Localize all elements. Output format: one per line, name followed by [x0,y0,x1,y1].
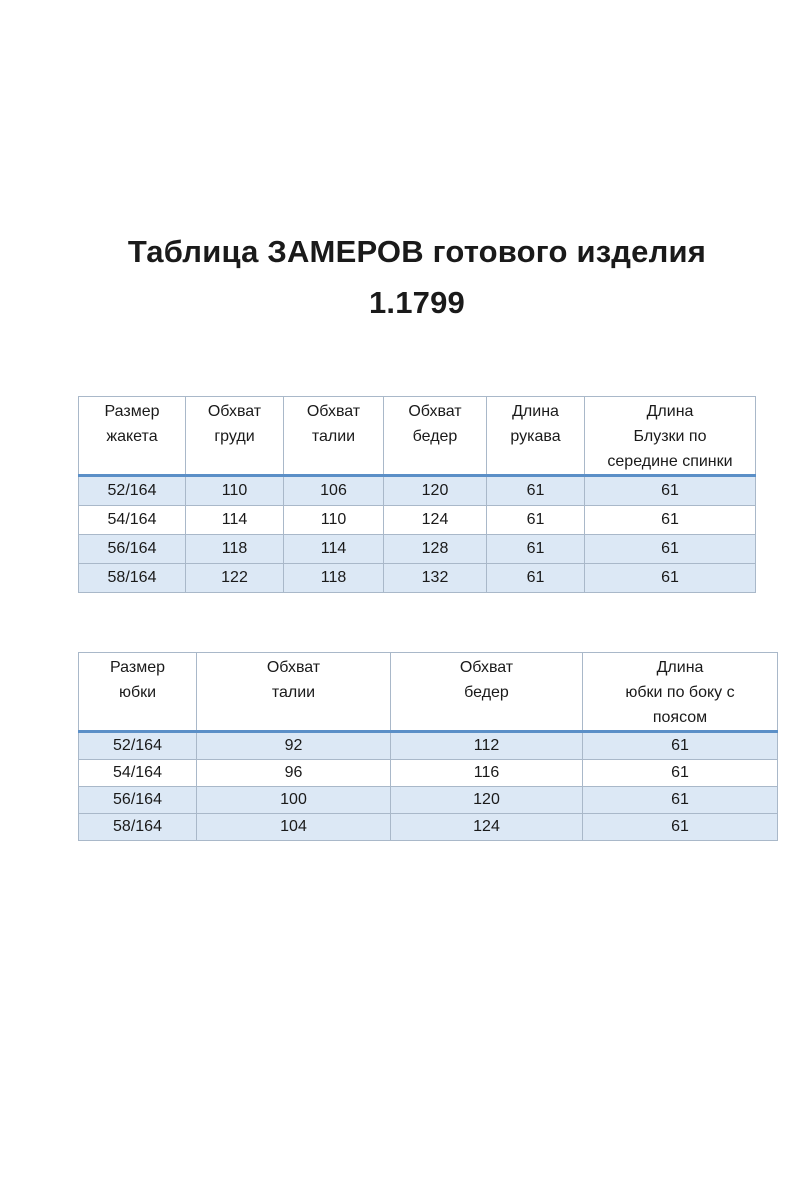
table-cell: 52/164 [79,476,186,506]
page-title: Таблица ЗАМЕРОВ готового изделия [127,234,707,269]
table-cell: 54/164 [79,760,197,787]
column-header-size: Размер жакета [79,397,186,476]
table-cell: 58/164 [79,564,186,593]
table-cell: 61 [583,760,778,787]
table-cell: 61 [583,732,778,760]
column-header-size: Размер юбки [79,653,197,732]
table-cell: 116 [391,760,583,787]
table-cell: 56/164 [79,535,186,564]
table-cell: 122 [186,564,284,593]
table-cell: 100 [197,787,391,814]
jacket-measurements-table [78,396,756,593]
table-cell: 54/164 [79,506,186,535]
table-cell: 120 [391,787,583,814]
column-header-blouse-length: Длина Блузки по середине спинки [585,397,756,476]
table-row [79,564,756,593]
table-row [79,535,756,564]
table-row [79,787,778,814]
column-header-sleeve-length: Длина рукава [487,397,585,476]
table-cell: 61 [583,814,778,841]
table-cell: 104 [197,814,391,841]
column-header-hips: Обхват бедер [384,397,487,476]
table-cell: 112 [391,732,583,760]
table-cell: 110 [284,506,384,535]
table-cell: 110 [186,476,284,506]
table-cell: 114 [284,535,384,564]
table-cell: 118 [284,564,384,593]
table-cell: 124 [391,814,583,841]
table-cell: 52/164 [79,732,197,760]
table-cell: 61 [585,506,756,535]
table-cell: 61 [487,506,585,535]
column-header-skirt-length: Длина юбки по боку с поясом [583,653,778,732]
column-header-waist: Обхват талии [284,397,384,476]
table-cell: 56/164 [79,787,197,814]
table-cell: 61 [585,476,756,506]
table-row [79,732,778,760]
table-cell: 92 [197,732,391,760]
table-cell: 118 [186,535,284,564]
table-cell: 61 [487,535,585,564]
table-cell: 132 [384,564,487,593]
table-cell: 61 [487,476,585,506]
table-row [79,506,756,535]
table-cell: 128 [384,535,487,564]
table-cell: 61 [585,535,756,564]
table-row [79,760,778,787]
table-cell: 124 [384,506,487,535]
table-cell: 96 [197,760,391,787]
column-header-waist: Обхват талии [197,653,391,732]
product-code: 1.1799 [368,285,466,320]
table-header-row [79,397,756,476]
table-cell: 61 [487,564,585,593]
table-cell: 120 [384,476,487,506]
table-row [79,814,778,841]
table-cell: 106 [284,476,384,506]
table-cell: 61 [583,787,778,814]
skirt-measurements-table [78,652,778,841]
table-row [79,476,756,506]
table-cell: 61 [585,564,756,593]
table-cell: 58/164 [79,814,197,841]
column-header-hips: Обхват бедер [391,653,583,732]
column-header-chest: Обхват груди [186,397,284,476]
table-header-row [79,653,778,732]
table-cell: 114 [186,506,284,535]
